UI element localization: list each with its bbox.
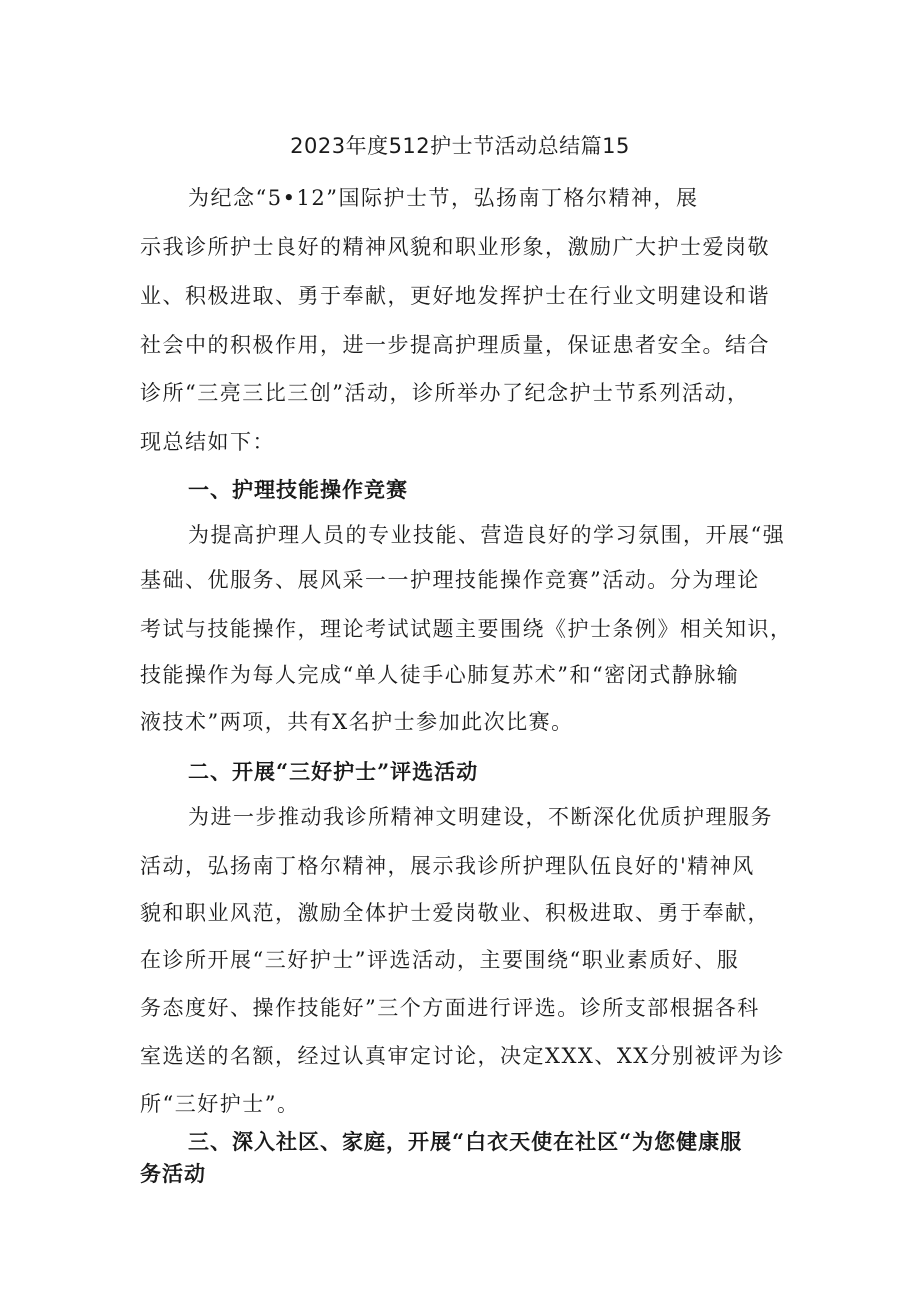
section-heading-continued: 务活动: [140, 1161, 206, 1186]
intro-line: 社会中的积极作用，进一步提高护理质量，保证患者安全。结合: [140, 333, 770, 357]
section-line: 技能操作为每人完成“单人徒手心肺复苏术”和“密闭式静脉输: [140, 663, 740, 687]
section-line: 在诊所开展“三好护士”评选活动，主要围绕“职业素质好、服: [140, 948, 740, 972]
intro-line: 业、积极进取、勇于奉献，更好地发挥护士在行业文明建设和谐: [140, 284, 770, 308]
section-line: 活动，弘扬南丁格尔精神，展示我诊所护理队伍良好的'精神风: [140, 854, 755, 878]
section-line: 液技术”两项，共有X名护士参加此次比赛。: [140, 710, 574, 734]
section-heading: 二、开展“三好护士”评选活动: [188, 759, 479, 784]
section-line: 貌和职业风范，激励全体护士爱岗敬业、积极进取、勇于奉献，: [140, 901, 770, 925]
intro-line: 示我诊所护士良好的精神风貌和职业形象，激励广大护士爱岗敬: [140, 235, 770, 259]
intro-line: 现总结如下：: [140, 430, 275, 454]
section-line: 务态度好、操作技能好”三个方面进行评选。诊所支部根据各科: [140, 996, 760, 1020]
section-line: 考试与技能操作，理论考试试题主要围绕《护士条例》相关知识，: [140, 617, 793, 641]
section-line: 为提高护理人员的专业技能、营造良好的学习氛围，开展“强: [188, 523, 786, 547]
intro-line: 诊所“三亮三比三创”活动，诊所举办了纪念护士节系列活动，: [140, 381, 750, 405]
document-title: 2023年度512护士节活动总结篇15: [290, 134, 630, 158]
section-heading: 三、深入社区、家庭，开展“白衣天使在社区“为您健康服: [188, 1129, 743, 1154]
section-heading: 一、护理技能操作竞赛: [188, 477, 408, 502]
section-line: 室选送的名额，经过认真审定讨论，决定XXX、XX分别被评为诊: [140, 1044, 785, 1068]
section-line: 所“三好护士”。: [140, 1092, 300, 1116]
intro-line: 为纪念“5•12”国际护士节，弘扬南丁格尔精神，展: [188, 186, 699, 210]
section-line: 基础、优服务、展风采一一护理技能操作竞赛”活动。分为理论: [140, 568, 760, 592]
section-line: 为进一步推动我诊所精神文明建设，不断深化优质护理服务: [188, 805, 773, 829]
